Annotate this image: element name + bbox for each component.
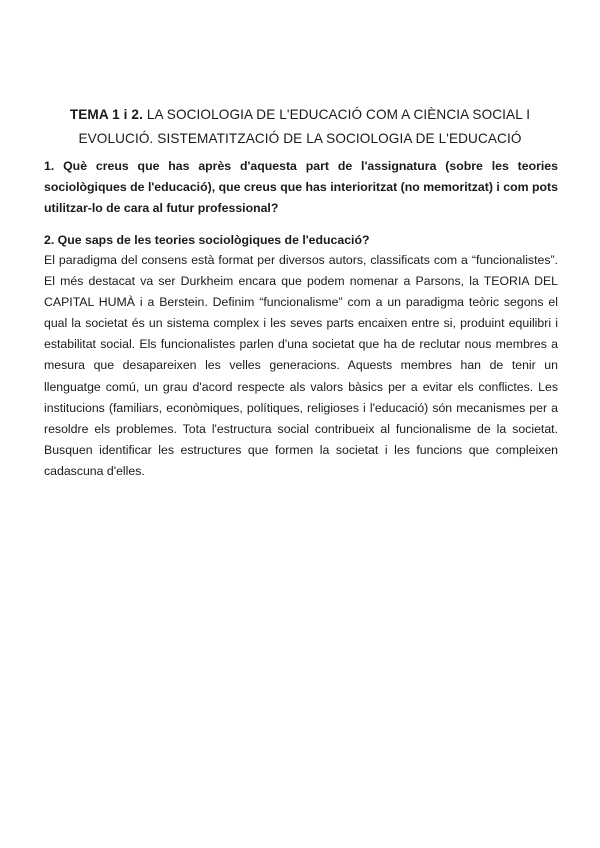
document-title	[44, 103, 556, 151]
answer-2-paragraph: El paradigma del consens està format per diversos autors, classificats com a “funcionalistes”. El més destacat va ser Durkheim encara que podem nomenar a Parsons, la TEORIA DEL CAPITAL HUMÀ i a Berstein. Definim “funcionalisme” com a un paradigma teòric segons el qual la societat és un sistema complex i les seves parts encaixen entre si, produint equilibri i estabilitat social. Els funcionalistes parlen d'una societat que ha de reclutar nous membres a mesura que desapareixen les velles generacions. Aquests membres han de tenir un llenguatge comú, un grau d'acord respecte als valors bàsics per a evitar els conflictes. Les institucions (familiars, econòmiques, polítiques, religioses i l'educació) són mecanismes per a resoldre els problemes. Tota l'estructura social contribueix al funcionalisme de la societat. Busquen identificar les estructures que formen la societat i les funcions que compleixen cadascuna d'elles.	[44, 253, 558, 478]
title-lead: TEMA 1 i 2.	[69, 107, 143, 122]
title-text: LA SOCIOLOGIA DE L'EDUCACIÓ COM A CIÈNCIA SOCIAL I EVOLUCIÓ. SISTEMATITZACIÓ DE LA SOCIOLOGIA DE L'EDUCACIÓ	[78, 107, 531, 146]
question-1: 1. Què creus que has après d'aquesta part de l'assignatura (sobre les teories sociològiques de l'educació), que creus que has interioritzat (no memoritzat) i com pots utilitzar-lo de cara al futur professional?	[44, 159, 558, 215]
question-2: 2. Que saps de les teories sociològiques de l'educació?	[44, 233, 370, 247]
